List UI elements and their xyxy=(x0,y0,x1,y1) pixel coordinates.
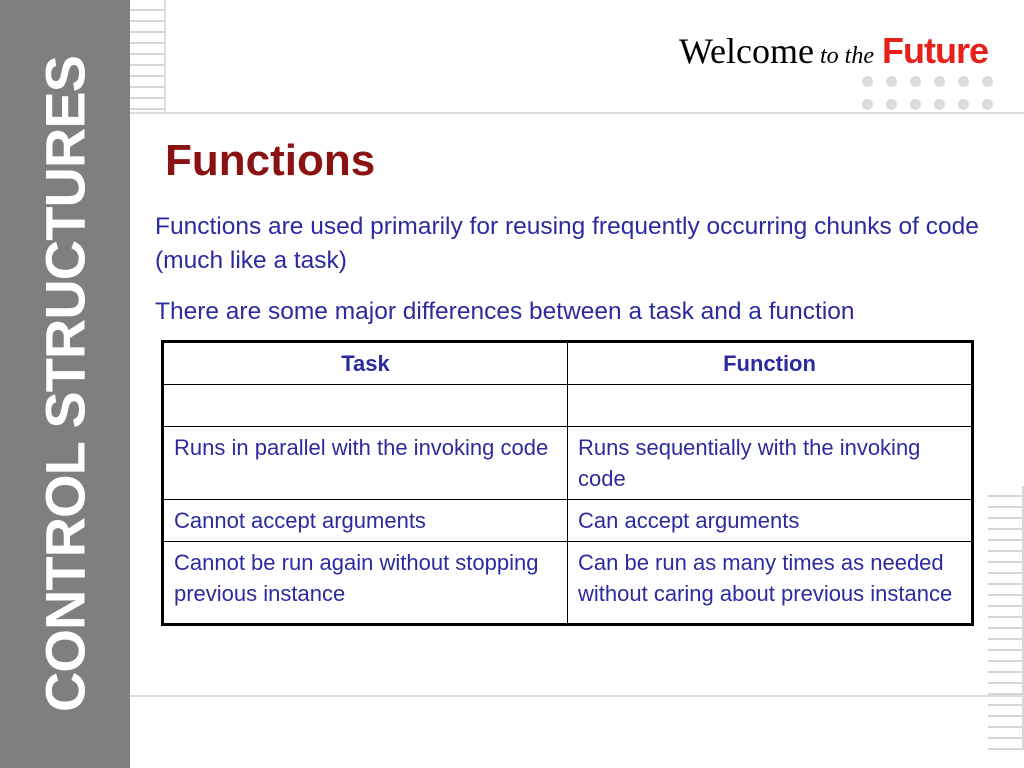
table-cell: Cannot accept arguments xyxy=(163,500,568,542)
sidebar-title: CONTROL STRUCTURES xyxy=(33,55,97,713)
table-cell: Runs in parallel with the invoking code xyxy=(163,427,568,500)
header-divider xyxy=(130,112,1024,114)
table-cell xyxy=(568,385,973,427)
welcome-logo xyxy=(679,30,988,72)
logo-future: Future xyxy=(882,30,988,71)
table-cell: Can accept arguments xyxy=(568,500,973,542)
table-header-row xyxy=(163,342,973,385)
slide-title: Functions xyxy=(165,136,376,185)
paragraph-1: Functions are used primarily for reusing frequently occurring chunks of code (much like a task) xyxy=(155,213,979,274)
table-cell: Can be run as many times as needed without caring about previous instance xyxy=(568,542,973,625)
logo-to-the: to the xyxy=(820,43,874,69)
logo-welcome: Welcome xyxy=(678,31,814,71)
table-cell: Runs sequentially with the invoking code xyxy=(568,427,973,500)
table-cell xyxy=(163,385,568,427)
table-row xyxy=(163,500,973,542)
table-row xyxy=(163,385,973,427)
header-function: Function xyxy=(568,342,973,385)
task-function-table xyxy=(161,340,974,626)
table-row xyxy=(163,542,973,625)
table-row xyxy=(163,427,973,500)
table-cell: Cannot be run again without stopping previous instance xyxy=(163,542,568,625)
footer-divider xyxy=(130,695,1024,697)
decorative-stripes-top xyxy=(130,0,166,110)
decorative-dots xyxy=(862,76,994,110)
paragraph-2: There are some major differences between a task and a function xyxy=(155,298,855,325)
top-vertical-rule xyxy=(164,0,166,112)
header-task: Task xyxy=(163,342,568,385)
decorative-stripes-right xyxy=(988,486,1024,750)
sidebar xyxy=(0,0,130,768)
